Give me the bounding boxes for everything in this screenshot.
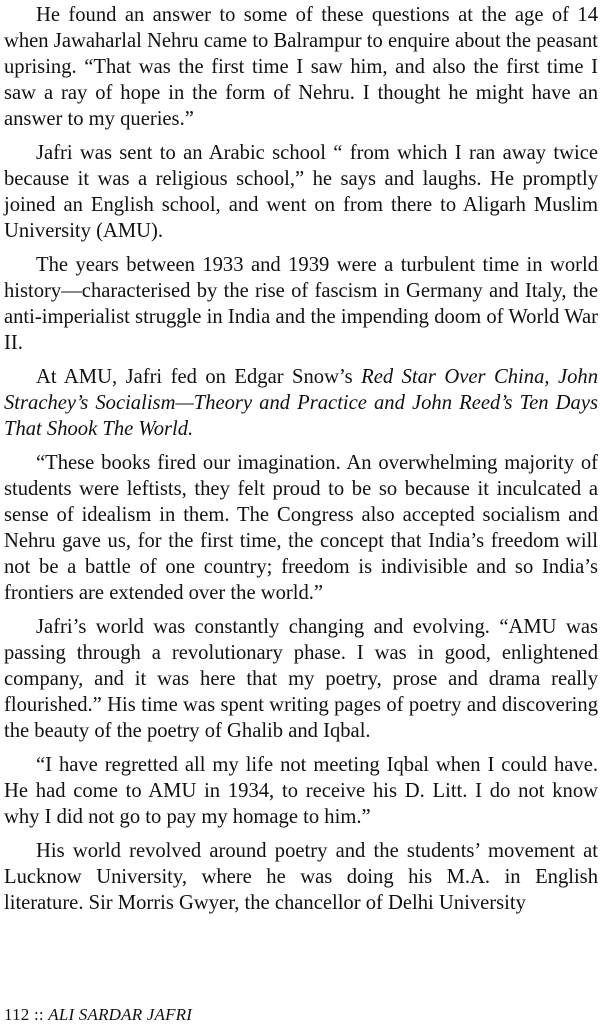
body-paragraph — [4, 752, 598, 830]
body-paragraph — [4, 140, 598, 244]
body-paragraph — [4, 614, 598, 744]
body-paragraph — [4, 364, 598, 442]
text-run: “These books fired our imagination. An overwhelming majority of students were leftists, they felt proud to be so because it inculcated a sense of idealism in them. The Congress also accepted socialism and Nehru gave us, for the first time, the concept that India’s freedom will not be a battle of one country; freedom is indivisible and so India’s frontiers are extended over the world.” — [4, 452, 598, 604]
text-run: He found an answer to some of these questions at the age of 14 when Jawaharlal Nehru came to Balrampur to enquire about the peasant uprising. “That was the first time I saw him, and also the first time I saw a ray of hope in the form of Nehru. I thought he might have an answer to my queries.” — [4, 4, 598, 130]
text-run: His world revolved around poetry and the students’ movement at Lucknow University, where he was doing his M.A. in English literature. Sir Morris Gwyer, the chancellor of Delhi University — [4, 840, 598, 914]
body-paragraph — [4, 252, 598, 356]
body-paragraph — [4, 2, 598, 132]
page-number: 112 — [4, 1005, 30, 1024]
footer-separator: :: — [33, 1005, 44, 1024]
body-paragraph — [4, 450, 598, 606]
text-run: The years between 1933 and 1939 were a turbulent time in world history—characterised by the rise of fascism in Germany and Italy, the anti-imperialist struggle in India and the impending doom of World War II. — [4, 254, 598, 354]
body-paragraph — [4, 838, 598, 916]
running-title: ALI SARDAR JAFRI — [48, 1005, 193, 1024]
page-footer — [4, 1004, 192, 1026]
italic-text-run: Red Star Over China, John Strachey’s Socialism—Theory and Practice and John Reed’s Ten Days That Shook The World. — [4, 366, 598, 440]
text-run: Jafri’s world was constantly changing and evolving. “AMU was passing through a revolutionary phase. I was in good, enlightened company, and it was here that my poetry, prose and drama really flourished.” His time was spent writing pages of poetry and discovering the beauty of the poetry of Ghalib and Iqbal. — [4, 616, 598, 742]
text-run: Jafri was sent to an Arabic school “ from which I ran away twice because it was a religious school,” he says and laughs. He promptly joined an English school, and went on from there to Aligarh Muslim University (AMU). — [4, 142, 598, 242]
text-run: “I have regretted all my life not meeting Iqbal when I could have. He had come to AMU in 1934, to receive his D. Litt. I do not know why I did not go to pay my homage to him.” — [4, 754, 598, 828]
text-run: At AMU, Jafri fed on Edgar Snow’s — [36, 366, 362, 388]
page-body — [4, 2, 598, 924]
